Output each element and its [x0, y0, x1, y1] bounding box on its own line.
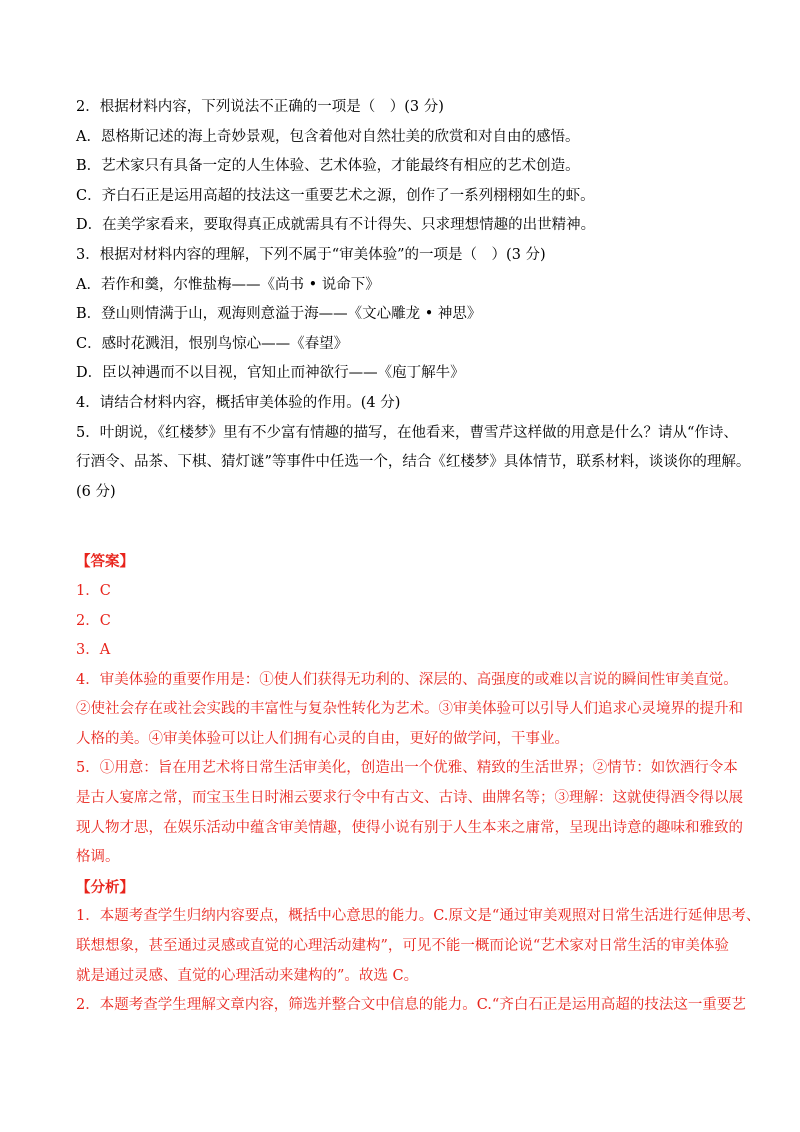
q3-option-b: B．登山则情满于山，观海则意溢于海——《文心雕龙 • 神思》 [76, 306, 482, 323]
q2-option-d: D．在美学家看来，要取得真正成就需具有不计得失、只求理想情趣的出世精神。 [76, 217, 596, 234]
answer-4-line-1: 4．审美体验的重要作用是：①使人们获得无功利的、深层的、高强度的或难以言说的瞬间性审美直觉。 [76, 671, 738, 688]
question-3: 3．根据对材料内容的理解，下列不属于“审美体验”的一项是（ ）(3 分) [76, 246, 546, 263]
analysis-heading: 【分析】 [76, 878, 134, 896]
answer-3: 3．A [76, 642, 111, 659]
answer-2: 2．C [76, 612, 111, 629]
q3-option-c: C．感时花溅泪，恨别鸟惊心——《春望》 [76, 335, 349, 352]
question-5-line-1: 5．叶朗说，《红楼梦》里有不少富有情趣的描写，在他看来，曹雪芹这样做的用意是什么？请从“作诗、 [76, 424, 738, 441]
q2-option-b: B．艺术家只有具备一定的人生体验、艺术体验，才能最终有相应的艺术创造。 [76, 158, 580, 175]
answer-1: 1．C [76, 582, 111, 599]
analysis-1-line-1: 1．本题考查学生归纳内容要点，概括中心意思的能力。C.原文是“通过审美观照对日常生活进行延伸思考、 [76, 908, 761, 925]
answer-4-line-3: 人格的美。④审美体验可以让人们拥有心灵的自由，更好的做学问，干事业。 [76, 730, 569, 747]
answer-5-line-2: 是古人宴席之常，而宝玉生日时湘云要求行令中有古文、古诗、曲牌名等；③理解：这就使得酒令得以展 [76, 790, 743, 807]
document-body [76, 93, 761, 1021]
answer-5-line-3: 现人物才思，在娱乐活动中蕴含审美情趣，使得小说有别于人生本来之庸常，呈现出诗意的趣味和雅致的 [76, 819, 743, 836]
analysis-1-line-2: 联想想象，甚至通过灵感或直觉的心理活动建构”，可见不能一概而论说“艺术家对日常生活的审美体验 [76, 938, 729, 955]
q2-option-c: C．齐白石正是运用高超的技法这一重要艺术之源，创作了一系列栩栩如生的虾。 [76, 187, 595, 204]
q3-option-a: A．若作和羹，尔惟盐梅——《尚书 • 说命下》 [76, 276, 380, 293]
question-5-line-2: 行酒令、品茶、下棋、猜灯谜”等事件中任选一个，结合《红楼梦》具体情节，联系材料，谈谈你的理解。 [76, 454, 751, 471]
answer-heading: 【答案】 [76, 553, 134, 571]
q3-option-d: D．臣以神遇而不以目视，官知止而神欲行——《庖丁解牛》 [76, 365, 465, 382]
answer-5-line-1: 5．①用意：旨在用艺术将日常生活审美化，创造出一个优雅、精致的生活世界；②情节：如饮酒行令本 [76, 760, 738, 777]
question-5-line-3: (6 分) [76, 483, 116, 500]
analysis-2-line-1: 2．本题考查学生理解文章内容，筛选并整合文中信息的能力。C.“齐白石正是运用高超的技法这一重要艺 [76, 997, 746, 1014]
question-4: 4．请结合材料内容，概括审美体验的作用。(4 分) [76, 394, 401, 411]
answer-4-line-2: ②使社会存在或社会实践的丰富性与复杂性转化为艺术。③审美体验可以引导人们追求心灵境界的提升和 [76, 701, 743, 718]
analysis-1-line-3: 就是通过灵感、直觉的心理活动来建构的”。故选 C。 [76, 967, 419, 984]
q2-option-a: A．恩格斯记述的海上奇妙景观，包含着他对自然壮美的欣赏和对自由的感悟。 [76, 128, 580, 145]
question-2: 2．根据材料内容，下列说法不正确的一项是（ ）(3 分) [76, 99, 444, 115]
answer-5-line-4: 格调。 [76, 849, 120, 866]
